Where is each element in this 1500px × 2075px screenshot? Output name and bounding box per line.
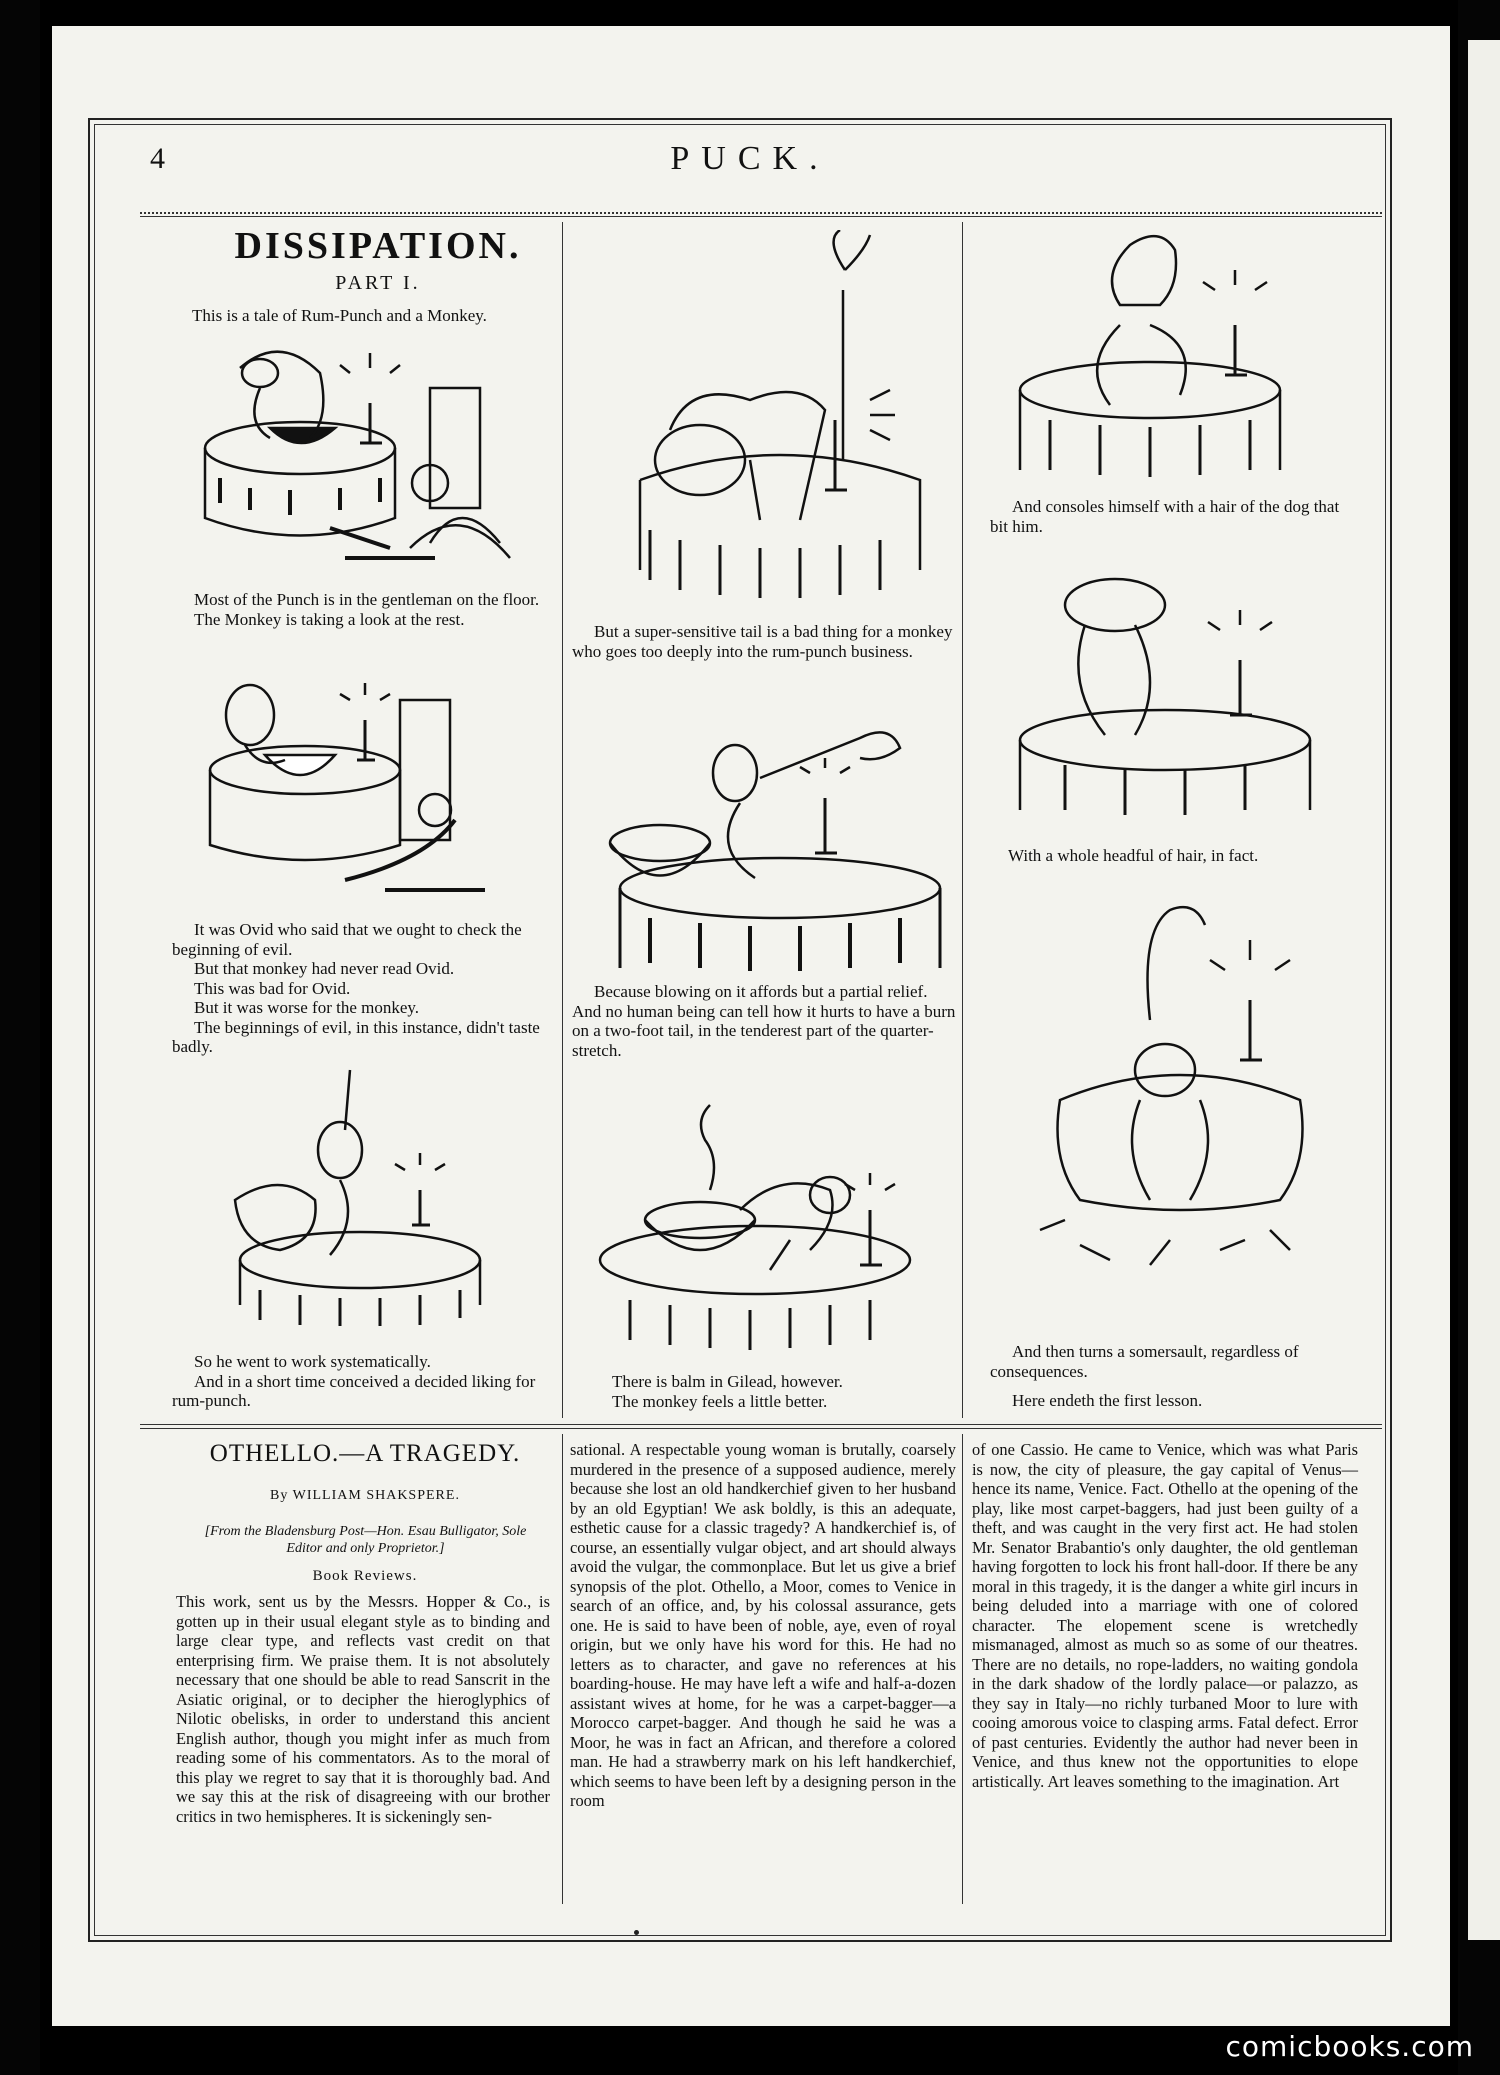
cartoon-part: PART I. xyxy=(335,272,421,294)
article-column-3: of one Cassio. He came to Venice, which was what Paris is now, the city of pleasure, the gay capital of Venus—hence its name, Venice. Fact. Othello at the opening of the play, like most carpet-baggers, had just been guilty of a theft, and was caught in the very first act. He had stolen Mr. Senator Brabantio's only daughter, the old gentleman having forgotten to lock his front hall-door. If there be any moral in this tragedy, it is the danger a white girl incurs in being deluded into a marriage with one of colored character. The elopement scene is wretchedly mismanaged, almost as much so as some of our theatres. There are no details, no rope-ladders, no waiting gondola in the dark shadow of the lordly palace—or palazzo, as they say in Italy—no richly turbaned Moor to lure with cooing amorous voice to clasping arms. Fatal defect. Error of past centuries. Evidently the author had never been in Venice, and thus knew not the opportunities to elope artistically. Art leaves something to the imagination. Art xyxy=(972,1440,1358,1791)
column-divider-1 xyxy=(562,222,563,1418)
article-byline: By WILLIAM SHAKSPERE. xyxy=(270,1488,460,1503)
printer-mark xyxy=(634,1930,639,1935)
article-source: [From the Bladensburg Post—Hon. Esau Bulligator, Sole Editor and only Proprietor.] xyxy=(204,1524,527,1556)
watermark: comicbooks.com xyxy=(1225,2030,1474,2063)
masthead: PUCK. xyxy=(670,140,830,177)
panel-9-illustration xyxy=(1020,900,1340,1300)
column-divider-2 xyxy=(962,222,963,1418)
article-column-2: sational. A respectable young woman is brutally, coarsely murdered in the presence of a supposed audience, merely because she lost an old handkerchief given to her husband by an old Egyptian! We ask boldly, is this an adequate, esthetic cause for a classic tragedy? A handkerchief is, of course, an essentially vulgar object, and art should always avoid the vulgar, the commonplace. But let us give a brief synopsis of the plot. Othello, a Moor, comes to Venice in search of an office, and, by his colossal assurance, gets one. He is said to have been of noble, aye, even of royal origin, but we only have his word for this. He had no letters as to character, and gave no references at his boarding-house. He may have left a wife and half-a-dozen assistant wives at home, for he was a carpet-bagger—a Morocco carpet-bagger. And though he said he was a Moor, he was in fact an African, and therefore a colored man. He had a strawberry mark on his left handkerchief, which seems to have been left by a designing person in the room xyxy=(570,1440,956,1810)
panel-2-caption: It was Ovid who said that we ought to check the beginning of evil. But that monkey had never read Ovid. This was bad for Ovid. But it was worse for the monkey. The beginnings of evil, in this instance, didn't taste badly. xyxy=(172,920,540,1056)
panel-6-illustration xyxy=(590,1100,920,1370)
panel-5-caption: Because blowing on it affords but a partial relief. And no human being can tell how it hurts to have a burn on a two-foot tail, in the tenderest part of the quarter-stretch. xyxy=(572,982,956,1060)
cartoon-intro: This is a tale of Rum-Punch and a Monkey. xyxy=(192,306,487,325)
panel-3-caption: So he went to work systematically. And in a short time conceived a decided liking for rum-punch. xyxy=(172,1352,536,1410)
panel-2-illustration xyxy=(185,660,555,910)
page-number: 4 xyxy=(150,142,165,175)
article-divider-2 xyxy=(962,1434,963,1904)
panel-5-illustration xyxy=(590,718,945,988)
section-rule-2 xyxy=(140,1428,1382,1429)
panel-7-caption: And consoles himself with a hair of the dog that bit him. xyxy=(990,497,1340,536)
article-section-heading: Book Reviews. xyxy=(312,1568,418,1584)
panel-6-caption: There is balm in Gilead, however. The monkey feels a little better. xyxy=(612,1372,843,1411)
cartoon-title: DISSIPATION. xyxy=(234,225,522,267)
article-title: OTHELLO.—A TRAGEDY. xyxy=(209,1440,521,1467)
scan-left-edge xyxy=(0,0,40,2075)
section-rule xyxy=(140,1424,1382,1425)
facing-page-edge xyxy=(1468,40,1500,1940)
panel-1-caption: Most of the Punch is in the gentleman on the floor. The Monkey is taking a look at the rest. xyxy=(194,590,540,629)
panel-8-illustration xyxy=(1005,565,1325,830)
article-column-1: This work, sent us by the Messrs. Hopper & Co., is gotten up in their usual elegant style as to binding and large clear type, and reflects vast credit on that enterprising firm. We praise them. It is not absolutely necessary that one should be able to read Sanscrit in the Asiatic original, or to decipher the hieroglyphics of Nilotic obelisks, in order to understand this ancient English author, though you might infer as much from reading some of his commentators. As to the moral of this play we regret to say that it is thoroughly bad. And we say this at the risk of disagreeing with our brother critics in two hemispheres. It is sickeningly sen- xyxy=(176,1592,550,1826)
panel-1-illustration xyxy=(180,328,560,588)
panel-7-illustration xyxy=(1000,225,1330,490)
panel-4-caption: But a super-sensitive tail is a bad thing for a monkey who goes too deeply into the rum-punch business. xyxy=(572,622,953,661)
header-rule-2 xyxy=(140,216,1382,217)
panel-3-illustration xyxy=(220,1060,520,1330)
article-divider-1 xyxy=(562,1434,563,1904)
panel-9-caption: And then turns a somersault, regardless of consequences. Here endeth the first lesson. xyxy=(990,1342,1299,1410)
panel-4-illustration xyxy=(630,230,930,610)
header-rule xyxy=(140,212,1382,214)
panel-8-caption: With a whole headful of hair, in fact. xyxy=(1008,846,1259,865)
